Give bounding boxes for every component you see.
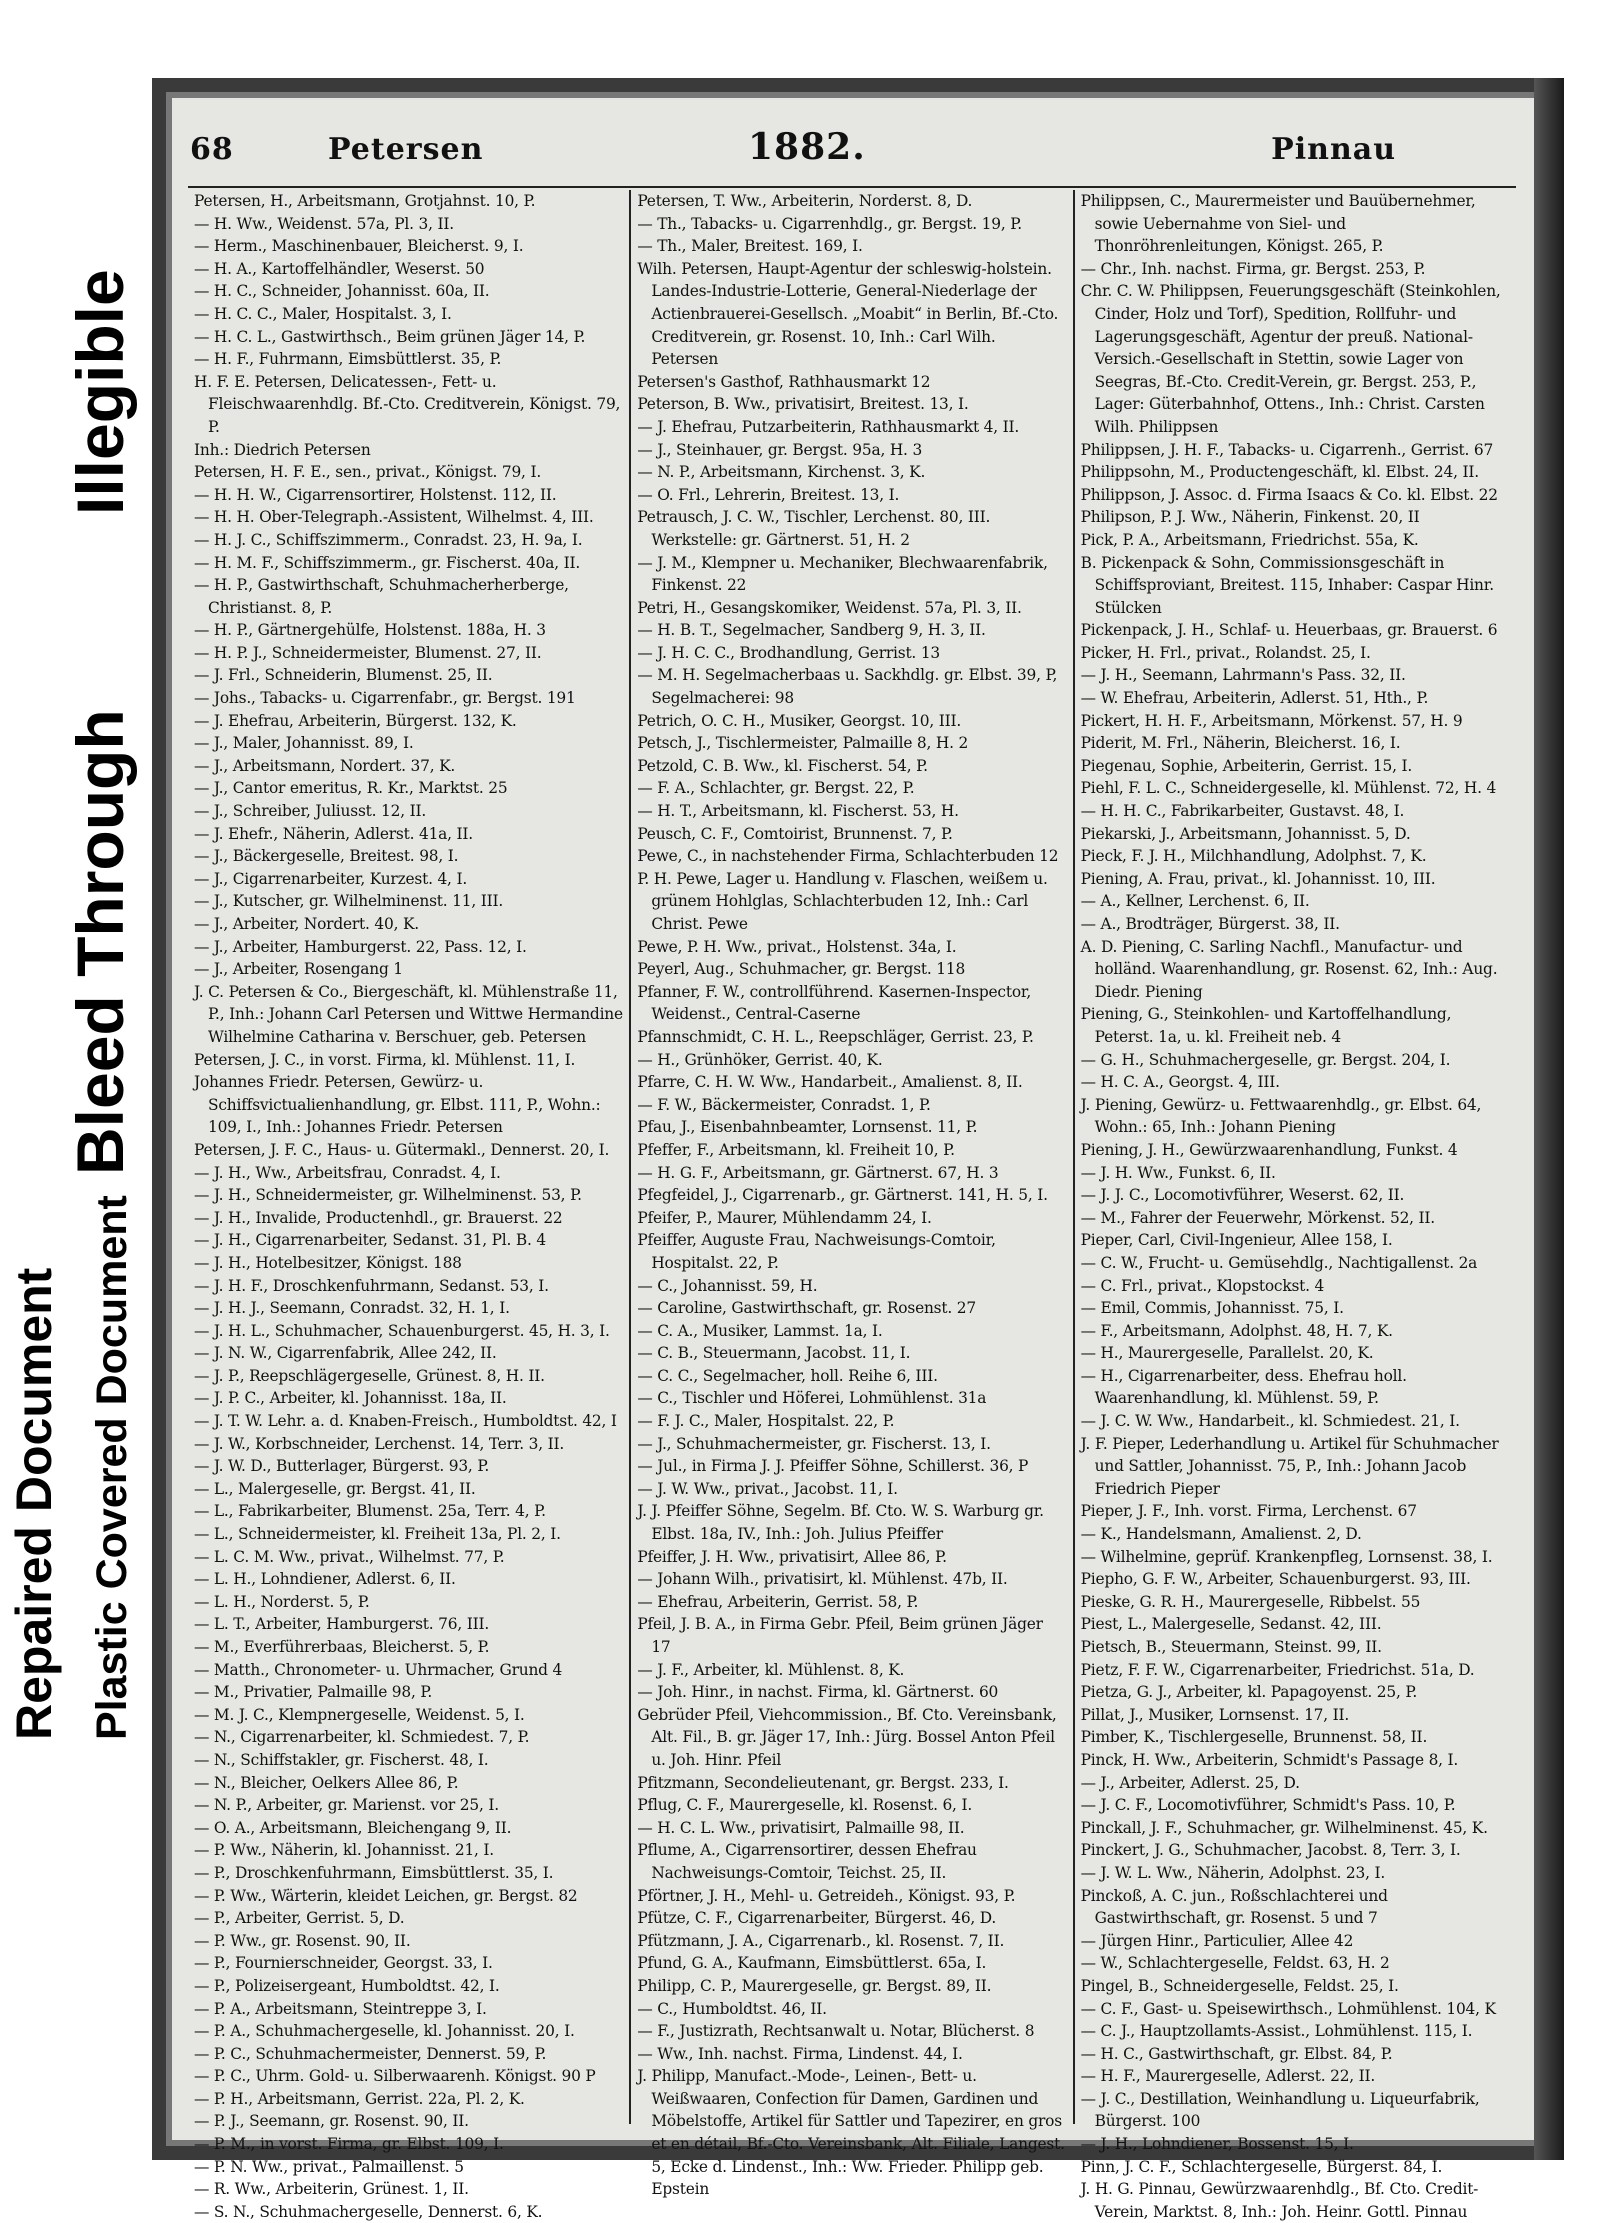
directory-entry: — C., Tischler und Höferei, Lohmühlenst. 31a xyxy=(637,1389,987,1408)
directory-entry: — O. Frl., Lehrerin, Breitest. 13, I. xyxy=(637,485,900,504)
column-1 xyxy=(188,190,631,2221)
directory-entry: — J. H. Ww., Funkst. 6, II. xyxy=(1080,1163,1276,1182)
directory-entry: Pfitzmann, Secondelieutenant, gr. Bergst. 233, I. xyxy=(637,1773,1009,1792)
directory-entry: Gebrüder Pfeil, Viehcommission., Bf. Cto. Vereinsbank, Alt. Fil., B. gr. Jäger 17, Inh.: Jürg. Bossel Anton Pfeil u. Joh. Hinr. Pfeil xyxy=(637,1705,1057,1769)
directory-entry: Petersen, T. Ww., Arbeiterin, Norderst. 8, D. xyxy=(637,192,973,210)
directory-entry: — J., Arbeiter, Rosengang 1 xyxy=(194,960,403,979)
directory-entry: Petrich, O. C. H., Musiker, Georgst. 10, III. xyxy=(637,711,962,730)
scanned-page xyxy=(152,78,1564,2221)
directory-entry: — H. F., Maurergeselle, Adlerst. 22, II. xyxy=(1080,2067,1376,2086)
directory-entry: — C., Johannisst. 59, H. xyxy=(637,1276,818,1295)
directory-entry: — J. H., Cigarrenarbeiter, Sedanst. 31, Pl. B. 4 xyxy=(194,1231,546,1250)
directory-entry: Pietza, G. J., Arbeiter, kl. Papagoyenst. 25, P. xyxy=(1080,1683,1418,1702)
directory-entry: Piening, J. H., Gewürzwaarenhandlung, Funkst. 4 xyxy=(1080,1140,1458,1159)
directory-entry: Petri, H., Gesangskomiker, Weidenst. 57a, Pl. 3, II. xyxy=(637,598,1022,617)
directory-entry: Piening, G., Steinkohlen- und Kartoffelhandlung, Peterst. 1a, u. kl. Freiheit neb. 4 xyxy=(1080,1005,1452,1046)
directory-entry: — J., Schuhmachermeister, gr. Fischerst. 13, I. xyxy=(637,1434,991,1453)
directory-entry: Philippson, J. Assoc. d. Firma Isaacs & Co. kl. Elbst. 22 xyxy=(1080,485,1498,504)
directory-entry: H. F. E. Petersen, Delicatessen-, Fett- u. Fleischwaarenhdlg. Bf.-Cto. Creditverein, Königst. 79, P. xyxy=(194,372,621,436)
directory-entry: Pinckall, J. F., Schuhmacher, gr. Wilhelminenst. 45, K. xyxy=(1080,1818,1488,1837)
directory-entry: J. F. Pieper, Lederhandlung u. Artikel für Schuhmacher und Sattler, Johannisst. 75, P., Inh.: Johann Jacob Friedrich Pieper xyxy=(1080,1434,1499,1498)
directory-entry: Pinckoß, A. C. jun., Roßschlachterei und Gastwirthschaft, gr. Rosenst. 5 und 7 xyxy=(1080,1886,1388,1928)
directory-entry: — H. P., Gastwirthschaft, Schuhmacherherberge, Christianst. 8, P. xyxy=(194,576,569,617)
directory-entry: Peterson, B. Ww., privatisirt, Breitest. 13, I. xyxy=(637,395,969,414)
directory-entry: — Jul., in Firma J. J. Pfeiffer Söhne, Schillerst. 36, P xyxy=(637,1457,1029,1476)
directory-entry: Wilh. Petersen, Haupt-Agentur der schleswig-holstein. Landes-Industrie-Lotterie, General-Niederlage der Actienbrauerei-Gesellsch. „Moabit“ in Berlin, Bf.-Cto. Creditverein, gr. Rosenst. 10, Inh.: Carl Wilh. Petersen xyxy=(637,259,1059,369)
directory-entry: — J. P., Reepschlägergeselle, Grünest. 8, H. II. xyxy=(194,1366,545,1385)
directory-entry: — J. H. J., Seemann, Conradst. 32, H. 1, I. xyxy=(194,1299,510,1318)
directory-entry: — J. H. C. C., Brodhandlung, Gerrist. 13 xyxy=(637,643,941,662)
directory-entry: — G. H., Schuhmachergeselle, gr. Bergst. 204, I. xyxy=(1080,1050,1451,1069)
repaired-document-label: Repaired Document xyxy=(6,1267,62,1740)
directory-entry: — P. Ww., gr. Rosenst. 90, II. xyxy=(194,1931,411,1950)
directory-entry: J. Philipp, Manufact.-Mode-, Leinen-, Bett- u. Weißwaaren, Confection für Damen, Gardinen und Möbelstoffe, Artikel für Sattler und Tapezirer, en gros et en détail, Bf.-Cto. Vereinsbank, Alt. Filiale, Langest. 5, Ecke d. Lindenst., Inh.: Ww. Frieder. Philipp geb. Epstein xyxy=(637,2067,1065,2199)
directory-entry: — R. Ww., Arbeiterin, Grünest. 1, II. xyxy=(194,2180,469,2199)
directory-entry: — J. W., Korbschneider, Lerchenst. 14, Terr. 3, II. xyxy=(194,1434,565,1453)
directory-entry: Pfau, J., Eisenbahnbeamter, Lornsenst. 11, P. xyxy=(637,1118,978,1137)
directory-entry: — P. N. Ww., privat., Palmaillenst. 5 xyxy=(194,2157,464,2176)
directory-entry: Pieck, F. J. H., Milchhandlung, Adolphst. 7, K. xyxy=(1080,847,1427,866)
directory-entry: Petsch, J., Tischlermeister, Palmaille 8, H. 2 xyxy=(637,734,969,753)
directory-entry: — J. P. C., Arbeiter, kl. Johannisst. 18a, II. xyxy=(194,1389,507,1408)
directory-entry: Pickenpack, J. H., Schlaf- u. Heuerbaas, gr. Brauerst. 6 xyxy=(1080,621,1498,640)
directory-entry: — J. H., Schneidermeister, gr. Wilhelminenst. 53, P. xyxy=(194,1186,582,1205)
directory-entry: — J., Kutscher, gr. Wilhelminenst. 11, III. xyxy=(194,892,504,911)
directory-entry: — L. H., Norderst. 5, P. xyxy=(194,1592,370,1611)
directory-entry: — P. C., Schuhmachermeister, Dennerst. 59, P. xyxy=(194,2044,547,2063)
directory-entry: Piening, A. Frau, privat., kl. Johannisst. 10, III. xyxy=(1080,869,1436,888)
directory-entry: — H. H. C., Fabrikarbeiter, Gustavst. 48, I. xyxy=(1080,802,1405,821)
directory-entry: — J. H., Lohndiener, Bossenst. 15, I. xyxy=(1080,2135,1354,2154)
directory-entry: — L. H., Lohndiener, Adlerst. 6, II. xyxy=(194,1570,456,1589)
directory-entry: Pfarre, C. H. W. Ww., Handarbeit., Amalienst. 8, II. xyxy=(637,1073,1023,1092)
directory-entry: — N. P., Arbeitsmann, Kirchenst. 3, K. xyxy=(637,463,926,482)
directory-entry: — H. G. F., Arbeitsmann, gr. Gärtnerst. 67, H. 3 xyxy=(637,1163,999,1182)
directory-entry: — A., Brodträger, Bürgerst. 38, II. xyxy=(1080,915,1340,933)
directory-entry: — H. Ww., Weidenst. 57a, Pl. 3, II. xyxy=(194,214,454,233)
directory-entry: — J., Arbeitsmann, Nordert. 37, K. xyxy=(194,756,456,775)
directory-entry: Pieper, Carl, Civil-Ingenieur, Allee 158, I. xyxy=(1080,1231,1393,1250)
directory-entry: — M., Privatier, Palmaille 98, P. xyxy=(194,1683,433,1702)
directory-entry: Petersen, H., Arbeitsmann, Grotjahnst. 10, P. xyxy=(194,192,536,210)
directory-entry: — C. W., Frucht- u. Gemüsehdlg., Nachtigallenst. 2a xyxy=(1080,1253,1478,1272)
directory-entry: — H. C., Gastwirthschaft, gr. Elbst. 84, P. xyxy=(1080,2044,1393,2063)
directory-entry: Philippsen, J. H. F., Tabacks- u. Cigarrenh., Gerrist. 67 xyxy=(1080,440,1494,459)
directory-entry: Peyerl, Aug., Schuhmacher, gr. Bergst. 118 xyxy=(637,960,966,979)
directory-entry: — H. T., Arbeitsmann, kl. Fischerst. 53, H. xyxy=(637,802,959,821)
directory-entry: — Matth., Chronometer- u. Uhrmacher, Grund 4 xyxy=(194,1660,563,1679)
directory-entry: — Ww., Inh. nachst. Firma, Lindenst. 44, I. xyxy=(637,2044,963,2063)
directory-entry: — H., Grünhöker, Gerrist. 40, K. xyxy=(637,1050,883,1069)
directory-entry: — L. C. M. Ww., privat., Wilhelmst. 77, P. xyxy=(194,1547,505,1566)
plastic-covered-label: Plastic Covered Document xyxy=(88,1195,136,1740)
directory-entry: — J. W. Ww., privat., Jacobst. 11, I. xyxy=(637,1479,898,1498)
directory-entry: — A., Kellner, Lerchenst. 6, II. xyxy=(1080,892,1310,911)
directory-entry: Pfeffer, F., Arbeitsmann, kl. Freiheit 10, P. xyxy=(637,1140,955,1159)
directory-entry: — Emil, Commis, Johannisst. 75, I. xyxy=(1080,1299,1344,1318)
directory-entry: — N., Schiffstakler, gr. Fischerst. 48, I. xyxy=(194,1750,489,1769)
directory-entry: Chr. C. W. Philippsen, Feuerungsgeschäft (Steinkohlen, Cinder, Holz und Torf), Spedition, Rollfuhr- und Lagerungsgeschäft, Agentur der preuß. National-Versich.-Gesellschaft in Stettin, sowie Lager von Seegras, Bf.-Cto. Credit-Verein, gr. Bergst. 253, P., Lager: Güterbahnhof, Ottens., Inh.: Christ. Carsten Wilh. Philippsen xyxy=(1080,282,1501,436)
directory-entry: — C. C., Segelmacher, holl. Reihe 6, III. xyxy=(637,1366,938,1385)
directory-entry: Pick, P. A., Arbeitsmann, Friedrichst. 55a, K. xyxy=(1080,530,1419,549)
bleed-through-label: Bleed Through xyxy=(63,709,137,1175)
directory-entry: Pfanner, F. W., controllführend. Kasernen-Inspector, Weidenst., Central-Caserne xyxy=(637,982,1032,1024)
column-2 xyxy=(631,190,1074,2199)
directory-entry: — P. H., Arbeitsmann, Gerrist. 22a, Pl. 2, K. xyxy=(194,2089,525,2108)
directory-entry: Pfütze, C. F., Cigarrenarbeiter, Bürgerst. 46, D. xyxy=(637,1909,997,1928)
page-number: 68 xyxy=(190,132,234,167)
directory-entry: — H. M. F., Schiffszimmerm., gr. Fischerst. 40a, II. xyxy=(194,553,581,572)
directory-entry: — J. H., Hotelbesitzer, Königst. 188 xyxy=(194,1253,462,1272)
directory-entry: — Wilhelmine, geprüf. Krankenpfleg, Lornsenst. 38, I. xyxy=(1080,1547,1493,1566)
directory-entry: Piegenau, Sophie, Arbeiterin, Gerrist. 15, I. xyxy=(1080,756,1413,775)
directory-entry: Pimber, K., Tischlergeselle, Brunnenst. 58, II. xyxy=(1080,1728,1428,1747)
directory-entry: — F. J. C., Maler, Hospitalst. 22, P. xyxy=(637,1412,895,1431)
directory-entry: — J. Frl., Schneiderin, Blumenst. 25, II. xyxy=(194,666,493,685)
directory-entry: — H. C. A., Georgst. 4, III. xyxy=(1080,1073,1280,1092)
directory-entry: — M. H. Segelmacherbaas u. Sackhdlg. gr. Elbst. 39, P, Segelmacherei: 98 xyxy=(637,666,1058,708)
directory-entry: — Johann Wilh., privatisirt, kl. Mühlenst. 47b, II. xyxy=(637,1570,1008,1589)
directory-entry: — Joh. Hinr., in nachst. Firma, kl. Gärtnerst. 60 xyxy=(637,1683,999,1702)
directory-entry: — P., Droschkenfuhrmann, Eimsbüttlerst. 35, I. xyxy=(194,1863,554,1882)
directory-entry: — J. C., Destillation, Weinhandlung u. Liqueurfabrik, Bürgerst. 100 xyxy=(1080,2089,1480,2131)
directory-entry: — J. H., Invalide, Productenhdl., gr. Brauerst. 22 xyxy=(194,1208,563,1227)
directory-entry: — L., Fabrikarbeiter, Blumenst. 25a, Terr. 4, P. xyxy=(194,1502,546,1521)
directory-entry: — J. T. W. Lehr. a. d. Knaben-Freisch., Humboldtst. 42, I xyxy=(194,1412,617,1431)
directory-entry: Pfund, G. A., Kaufmann, Eimsbüttlerst. 65a, I. xyxy=(637,1954,987,1973)
directory-entry: — H. C., Schneider, Johannisst. 60a, II. xyxy=(194,282,490,301)
directory-entry: Pfeifer, P., Maurer, Mühlendamm 24, I. xyxy=(637,1208,932,1227)
directory-entry: — P. A., Arbeitsmann, Steintreppe 3, I. xyxy=(194,1999,487,2018)
directory-entry: — H. J. C., Schiffszimmerm., Conradst. 23, H. 9a, I. xyxy=(194,530,583,549)
directory-entry: — P. C., Uhrm. Gold- u. Silberwaarenh. Königst. 90 P xyxy=(194,2067,596,2086)
directory-entry: — K., Handelsmann, Amalienst. 2, D. xyxy=(1080,1525,1362,1544)
directory-entry: — J., Arbeiter, Hamburgerst. 22, Pass. 12, I. xyxy=(194,937,527,956)
directory-entry: — S. N., Schuhmachergeselle, Dennerst. 6, K. xyxy=(194,2202,543,2221)
directory-entry: — J. H., Ww., Arbeitsfrau, Conradst. 4, I. xyxy=(194,1163,501,1182)
directory-entry: — F., Justizrath, Rechtsanwalt u. Notar, Blücherst. 8 xyxy=(637,2022,1035,2041)
directory-entry: — P. Ww., Näherin, kl. Johannisst. 21, I. xyxy=(194,1841,494,1860)
directory-entry: Pfeiffer, Auguste Frau, Nachweisungs-Comtoir, Hospitalst. 22, P. xyxy=(637,1231,996,1272)
directory-entry: — L., Malergeselle, gr. Bergst. 41, II. xyxy=(194,1479,476,1498)
directory-entry: — P., Arbeiter, Gerrist. 5, D. xyxy=(194,1909,405,1928)
directory-entry: — O. A., Arbeitsmann, Bleichengang 9, II. xyxy=(194,1818,512,1837)
directory-entry: — J., Bäckergeselle, Breitest. 98, I. xyxy=(194,847,459,866)
directory-entry: — N. P., Arbeiter, gr. Marienst. vor 25, I. xyxy=(194,1796,499,1815)
directory-entry: — J. M., Klempner u. Mechaniker, Blechwaarenfabrik, Finkenst. 22 xyxy=(637,553,1048,595)
directory-entry: — Chr., Inh. nachst. Firma, gr. Bergst. 253, P. xyxy=(1080,259,1426,278)
directory-entry: Johannes Friedr. Petersen, Gewürz- u. Schiffsvictualienhandlung, gr. Elbst. 111, P., Wohn.: 109, I., Inh.: Johannes Friedr. Petersen xyxy=(194,1073,601,1137)
directory-entry: — J. Ehefrau, Arbeiterin, Bürgerst. 132, K. xyxy=(194,711,517,730)
directory-entry: Pickert, H. H. F., Arbeitsmann, Mörkenst. 57, H. 9 xyxy=(1080,711,1463,730)
directory-entry: Philipson, P. J. Ww., Näherin, Finkenst. 20, II xyxy=(1080,508,1420,527)
column-3 xyxy=(1075,190,1516,2221)
directory-entry: — Th., Tabacks- u. Cigarrenhdlg., gr. Bergst. 19, P. xyxy=(637,214,1022,233)
header-year: 1882. xyxy=(748,126,866,168)
directory-entry: — M., Everführerbaas, Bleicherst. 5, P. xyxy=(194,1638,490,1656)
directory-entry: — F. A., Schlachter, gr. Bergst. 22, P. xyxy=(637,779,915,798)
directory-entry: P. H. Pewe, Lager u. Handlung v. Flaschen, weißem u. grünem Hohlglas, Schlachterbuden 12, Inh.: Carl Christ. Pewe xyxy=(637,869,1048,933)
directory-entry: Pfannschmidt, C. H. L., Reepschläger, Gerrist. 23, P. xyxy=(637,1027,1034,1046)
directory-entry: — H. C. L. Ww., privatisirt, Palmaille 98, II. xyxy=(637,1818,965,1837)
running-header xyxy=(188,124,1516,188)
directory-entry: Piepho, G. F. W., Arbeiter, Schauenburgerst. 93, III. xyxy=(1080,1570,1471,1589)
directory-entry: — Jürgen Hinr., Particulier, Allee 42 xyxy=(1080,1931,1354,1950)
directory-entry: — W. Ehefrau, Arbeiterin, Adlerst. 51, Hth., P. xyxy=(1080,689,1429,708)
directory-entry: J. Piening, Gewürz- u. Fettwaarenhdlg., gr. Elbst. 64, Wohn.: 65, Inh.: Johann Piening xyxy=(1080,1095,1482,1137)
directory-entry: — H. H. W., Cigarrensortirer, Holstenst. 112, II. xyxy=(194,485,557,504)
directory-entry: — N., Cigarrenarbeiter, kl. Schmiedest. 7, P. xyxy=(194,1728,530,1747)
directory-entry: — J. H. F., Droschkenfuhrmann, Sedanst. 53, I. xyxy=(194,1276,549,1295)
directory-entry: — P. A., Schuhmachergeselle, kl. Johannisst. 20, I. xyxy=(194,2022,575,2041)
directory-entry: Pingel, B., Schneidergeselle, Feldst. 25, I. xyxy=(1080,1976,1399,1995)
directory-entry: Pewe, C., in nachstehender Firma, Schlachterbuden 12 xyxy=(637,847,1059,866)
directory-entry: Pförtner, J. H., Mehl- u. Getreideh., Königst. 93, P. xyxy=(637,1886,1016,1905)
directory-entry: — J. C. F., Locomotivführer, Schmidt's Pass. 10, P. xyxy=(1080,1796,1456,1815)
directory-entry: — J., Schreiber, Juliusst. 12, II. xyxy=(194,802,427,821)
directory-entry: Pietz, F. F. W., Cigarrenarbeiter, Friedrichst. 51a, D. xyxy=(1080,1660,1475,1679)
directory-entry: — L., Schneidermeister, kl. Freiheit 13a, Pl. 2, I. xyxy=(194,1525,561,1544)
directory-entry: — P. Ww., Wärterin, kleidet Leichen, gr. Bergst. 82 xyxy=(194,1886,578,1905)
directory-entry: Pflume, A., Cigarrensortirer, dessen Ehefrau Nachweisungs-Comtoir, Teichst. 25, II. xyxy=(637,1841,977,1882)
directory-entry: Piekarski, J., Arbeitsmann, Johannisst. 5, D. xyxy=(1080,824,1411,843)
directory-entry: — H., Cigarrenarbeiter, dess. Ehefrau holl. Waarenhandlung, kl. Mühlenst. 59, P. xyxy=(1080,1366,1407,1408)
directory-entry: — P. M., in vorst. Firma, gr. Elbst. 109, I. xyxy=(194,2135,504,2154)
directory-entry: — J., Cigarrenarbeiter, Kurzest. 4, I. xyxy=(194,869,468,888)
directory-entry: — H., Maurergeselle, Parallelst. 20, K. xyxy=(1080,1344,1374,1363)
directory-entry: Pinck, H. Ww., Arbeiterin, Schmidt's Passage 8, I. xyxy=(1080,1750,1459,1769)
directory-entry: — J., Arbeiter, Adlerst. 25, D. xyxy=(1080,1773,1300,1792)
directory-entry: — H. P. J., Schneidermeister, Blumenst. 27, II. xyxy=(194,643,542,662)
directory-entry: Philippsen, C., Maurermeister und Bauübernehmer, sowie Uebernahme von Siel- und Thonröhrenleitungen, Königst. 265, P. xyxy=(1080,192,1476,256)
directory-entry: J. H. G. Pinnau, Gewürzwaarenhdlg., Bf. Cto. Credit-Verein, Marktst. 8, Inh.: Joh. Heinr. Gottl. Pinnau xyxy=(1080,2180,1479,2221)
directory-entry: — C. Frl., privat., Klopstockst. 4 xyxy=(1080,1276,1325,1295)
directory-entry: Pieske, G. R. H., Maurergeselle, Ribbelst. 55 xyxy=(1080,1592,1421,1611)
right-header-title: Pinnau xyxy=(1271,132,1396,167)
directory-entry: — J. N. W., Cigarrenfabrik, Allee 242, II. xyxy=(194,1344,497,1363)
directory-entry: Petersen, J. C., in vorst. Firma, kl. Mühlenst. 11, I. xyxy=(194,1050,576,1069)
directory-entry: — C. B., Steuermann, Jacobst. 11, I. xyxy=(637,1344,911,1363)
directory-entry: Petersen's Gasthof, Rathhausmarkt 12 xyxy=(637,372,931,391)
directory-entry: J. C. Petersen & Co., Biergeschäft, kl. Mühlenstraße 11, P., Inh.: Johann Carl Petersen und Wittwe Hermandine Wilhelmine Catharina v. Berschuer, geb. Petersen xyxy=(194,982,623,1046)
directory-entry: — M. J. C., Klempnergeselle, Weidenst. 5, I. xyxy=(194,1705,525,1724)
directory-entry: — Th., Maler, Breitest. 169, I. xyxy=(637,237,863,256)
directory-entry: Pieper, J. F., Inh. vorst. Firma, Lerchenst. 67 xyxy=(1080,1502,1417,1521)
directory-entry: — H. C. C., Maler, Hospitalst. 3, I. xyxy=(194,304,452,323)
directory-entry: A. D. Piening, C. Sarling Nachfl., Manufactur- und holländ. Waarenhandlung, gr. Rosenst. 62, Inh.: Aug. Diedr. Piening xyxy=(1080,937,1498,1001)
directory-entry: Pewe, P. H. Ww., privat., Holstenst. 34a, I. xyxy=(637,937,957,956)
directory-entry: — J., Cantor emeritus, R. Kr., Marktst. 25 xyxy=(194,779,508,798)
directory-entry: — H. B. T., Segelmacher, Sandberg 9, H. 3, II. xyxy=(637,621,986,640)
directory-entry: — P., Polizeisergeant, Humboldtst. 42, I. xyxy=(194,1976,500,1995)
directory-entry: Pfützmann, J. A., Cigarrenarb., kl. Rosenst. 7, II. xyxy=(637,1931,1005,1950)
directory-entry: — L. T., Arbeiter, Hamburgerst. 76, III. xyxy=(194,1615,490,1634)
directory-entry: — Caroline, Gastwirthschaft, gr. Rosenst. 27 xyxy=(637,1299,976,1318)
illegible-label: Illegible xyxy=(63,269,137,515)
directory-entry: Petzold, C. B. Ww., kl. Fischerst. 54, P. xyxy=(637,756,928,775)
directory-entry: — H. C. L., Gastwirthsch., Beim grünen Jäger 14, P. xyxy=(194,327,586,346)
directory-entry: Pietsch, B., Steuermann, Steinst. 99, II. xyxy=(1080,1638,1382,1656)
directory-entry: — H. H. Ober-Telegraph.-Assistent, Wilhelmst. 4, III. xyxy=(194,508,594,527)
directory-entry: — J. H., Seemann, Lahrmann's Pass. 32, II. xyxy=(1080,666,1406,685)
directory-entry: — J., Arbeiter, Nordert. 40, K. xyxy=(194,915,419,933)
directory-entry: Pinn, J. C. F., Schlachtergeselle, Bürgerst. 84, I. xyxy=(1080,2157,1443,2176)
directory-entry: — J. W. L. Ww., Näherin, Adolphst. 23, I. xyxy=(1080,1863,1386,1882)
directory-entry: — M., Fahrer der Feuerwehr, Mörkenst. 52, II. xyxy=(1080,1208,1436,1227)
directory-entry: — C. J., Hauptzollamts-Assist., Lohmühlenst. 115, I. xyxy=(1080,2022,1473,2041)
directory-entry: Philipp, C. P., Maurergeselle, gr. Bergst. 89, II. xyxy=(637,1976,992,1995)
directory-entry: — C. A., Musiker, Lammst. 1a, I. xyxy=(637,1321,883,1340)
directory-entry: B. Pickenpack & Sohn, Commissionsgeschäft in Schiffsproviant, Breitest. 115, Inhaber: Caspar Hinr. Stülcken xyxy=(1080,553,1494,617)
directory-entry: Peusch, C. F., Comtoirist, Brunnenst. 7, P. xyxy=(637,824,953,843)
directory-entry: Pfeiffer, J. H. Ww., privatisirt, Allee 86, P. xyxy=(637,1547,947,1566)
directory-entry: — F., Arbeitsmann, Adolphst. 48, H. 7, K. xyxy=(1080,1321,1393,1340)
directory-entry: Picker, H. Frl., privat., Rolandst. 25, I. xyxy=(1080,643,1371,662)
directory-entry: — J., Maler, Johannisst. 89, I. xyxy=(194,734,414,753)
directory-entry: Piehl, F. L. C., Schneidergeselle, kl. Mühlenst. 72, H. 4 xyxy=(1080,779,1497,798)
directory-entry: — Ehefrau, Arbeiterin, Gerrist. 58, P. xyxy=(637,1592,919,1611)
directory-entry: — P. J., Seemann, gr. Rosenst. 90, II. xyxy=(194,2112,469,2131)
directory-entry: — Herm., Maschinenbauer, Bleicherst. 9, I. xyxy=(194,237,524,256)
left-header-title: Petersen xyxy=(328,132,484,167)
directory-entry: — J. H. L., Schuhmacher, Schauenburgerst. 45, H. 3, I. xyxy=(194,1321,610,1340)
directory-entry: — Johs., Tabacks- u. Cigarrenfabr., gr. Bergst. 191 xyxy=(194,689,576,708)
directory-entry: Inh.: Diedrich Petersen xyxy=(194,440,371,459)
directory-entry: Piest, L., Malergeselle, Sedanst. 42, III. xyxy=(1080,1615,1382,1634)
directory-entry: — C. F., Gast- u. Speisewirthsch., Lohmühlenst. 104, K xyxy=(1080,1999,1496,2018)
directory-entry: Petrausch, J. C. W., Tischler, Lerchenst. 80, III. Werkstelle: gr. Gärtnerst. 51, H. 2 xyxy=(637,508,991,549)
directory-entry: Pfeil, J. B. A., in Firma Gebr. Pfeil, Beim grünen Jäger 17 xyxy=(637,1615,1043,1656)
directory-entry: — J. F., Arbeiter, kl. Mühlenst. 8, K. xyxy=(637,1660,905,1679)
directory-entry: Pflug, C. F., Maurergeselle, kl. Rosenst. 6, I. xyxy=(637,1796,973,1815)
directory-entry: — J., Steinhauer, gr. Bergst. 95a, H. 3 xyxy=(637,440,923,459)
directory-entry: Pillat, J., Musiker, Lornsenst. 17, II. xyxy=(1080,1705,1350,1724)
directory-entry: — F. W., Bäckermeister, Conradst. 1, P. xyxy=(637,1095,931,1114)
directory-entry: Philippsohn, M., Productengeschäft, kl. Elbst. 24, II. xyxy=(1080,463,1479,482)
directory-entry: Petersen, J. F. C., Haus- u. Gütermakl., Dennerst. 20, I. xyxy=(194,1140,610,1159)
directory-entry: — P., Fournierschneider, Georgst. 33, I. xyxy=(194,1954,493,1973)
directory-entry: — C., Humboldtst. 46, II. xyxy=(637,1999,827,2018)
directory-entry: — J. Ehefr., Näherin, Adlerst. 41a, II. xyxy=(194,824,473,843)
directory-entry: — J. W. D., Butterlager, Bürgerst. 93, P. xyxy=(194,1457,490,1476)
directory-entry: — J. C. W. Ww., Handarbeit., kl. Schmiedest. 21, I. xyxy=(1080,1412,1460,1431)
directory-entry: Piderit, M. Frl., Näherin, Bleicherst. 16, I. xyxy=(1080,734,1401,753)
directory-entry: — J. J. C., Locomotivführer, Weserst. 62, II. xyxy=(1080,1186,1405,1205)
directory-entry: — J. Ehefrau, Putzarbeiterin, Rathhausmarkt 4, II. xyxy=(637,417,1020,436)
directory-entry: Pfegfeidel, J., Cigarrenarb., gr. Gärtnerst. 141, H. 5, I. xyxy=(637,1186,1048,1205)
directory-entry: Pinckert, J. G., Schuhmacher, Jacobst. 8, Terr. 3, I. xyxy=(1080,1841,1461,1860)
directory-entry: J. J. Pfeiffer Söhne, Segelm. Bf. Cto. W. S. Warburg gr. Elbst. 18a, IV., Inh.: Joh. Julius Pfeiffer xyxy=(637,1502,1044,1544)
directory-entry: — H. P., Gärtnergehülfe, Holstenst. 188a, H. 3 xyxy=(194,621,546,640)
directory-entry: — H. F., Fuhrmann, Eimsbüttlerst. 35, P. xyxy=(194,350,502,369)
directory-entry: — N., Bleicher, Oelkers Allee 86, P. xyxy=(194,1773,459,1792)
directory-entry: Petersen, H. F. E., sen., privat., Königst. 79, I. xyxy=(194,463,542,482)
directory-entry: — H. A., Kartoffelhändler, Weserst. 50 xyxy=(194,259,485,278)
directory-entry: — W., Schlachtergeselle, Feldst. 63, H. 2 xyxy=(1080,1954,1390,1973)
